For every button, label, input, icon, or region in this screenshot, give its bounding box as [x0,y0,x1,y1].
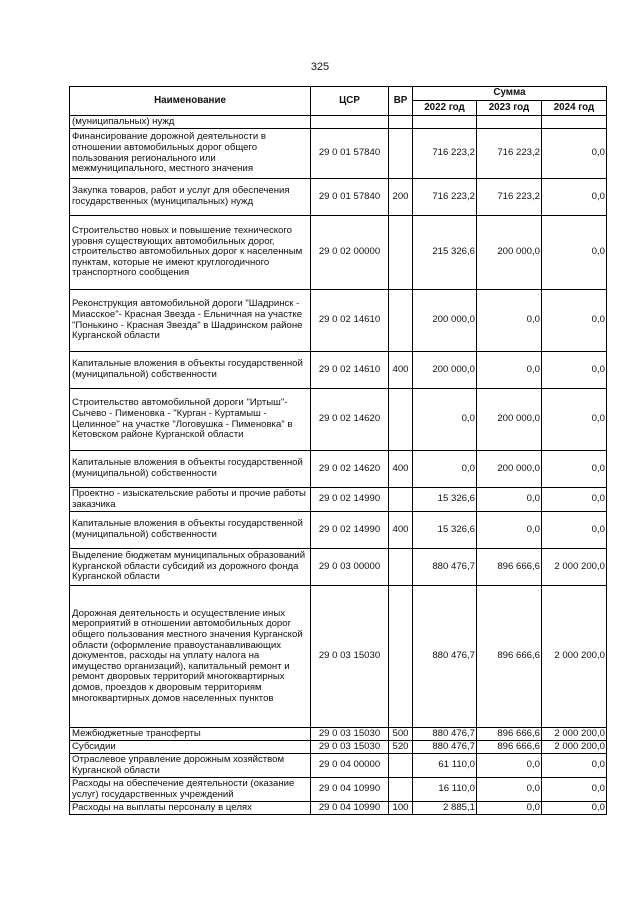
row-csr-cell: 29 0 03 15030 [311,741,389,754]
row-sum-2022-cell: 880 476,7 [413,549,477,586]
row-sum-2023-cell: 716 223,2 [477,129,542,179]
row-sum-2022-cell: 716 223,2 [413,129,477,179]
row-csr-cell: 29 0 04 00000 [311,754,389,778]
row-sum-2023-cell: 896 666,6 [477,549,542,586]
row-vr-cell [389,129,413,179]
row-vr-cell: 400 [389,352,413,389]
header-name: Наименование [70,87,311,116]
row-vr-cell: 200 [389,179,413,216]
row-sum-2024-cell: 0,0 [542,778,607,802]
row-sum-2024-cell: 0,0 [542,179,607,216]
row-csr-cell [311,116,389,129]
table-row [70,741,607,754]
row-sum-2022-cell: 2 885,1 [413,802,477,815]
table-row [70,512,607,549]
header-year-2023: 2023 год [477,101,542,116]
row-csr-cell: 29 0 02 14610 [311,352,389,389]
row-name-cell: Расходы на выплаты персоналу в целях [70,802,311,815]
row-sum-2022-cell: 880 476,7 [413,728,477,741]
table-row [70,754,607,778]
row-sum-2022-cell: 0,0 [413,451,477,488]
row-vr-cell [389,778,413,802]
row-sum-2022-cell: 15 326,6 [413,512,477,549]
row-sum-2024-cell: 0,0 [542,216,607,290]
row-name-cell: (муниципальных) нужд [70,116,311,129]
row-name-cell: Субсидии [70,741,311,754]
row-csr-cell: 29 0 02 14620 [311,389,389,451]
row-name-cell: Проектно - изыскательские работы и прочие работы заказчика [70,488,311,512]
row-sum-2022-cell: 215 326,6 [413,216,477,290]
row-sum-2024-cell: 0,0 [542,512,607,549]
row-sum-2023-cell [477,116,542,129]
table-row [70,290,607,352]
row-sum-2022-cell: 200 000,0 [413,352,477,389]
row-csr-cell: 29 0 04 10990 [311,802,389,815]
row-sum-2023-cell: 0,0 [477,290,542,352]
row-sum-2023-cell: 896 666,6 [477,586,542,728]
row-sum-2024-cell [542,116,607,129]
header-year-2024: 2024 год [542,101,607,116]
row-csr-cell: 29 0 03 15030 [311,586,389,728]
header-year-2022: 2022 год [413,101,477,116]
row-sum-2023-cell: 200 000,0 [477,389,542,451]
row-sum-2024-cell: 0,0 [542,802,607,815]
row-vr-cell [389,216,413,290]
table-row [70,586,607,728]
row-sum-2022-cell: 61 110,0 [413,754,477,778]
page-number: 325 [310,61,330,73]
table-row [70,179,607,216]
row-name-cell: Строительство автомобильной дороги "Иртыш"- Сычево - Пименовка - "Курган - Куртамыш - Целинное" на участке "Логовушка - Пименовка" в Кетовском районе Курганской области [70,389,311,451]
row-name-cell: Строительство новых и повышение технического уровня существующих автомобильных дорог, строительство автомобильных дорог к населенным пунктам, которые не имеют круглогодичного транспортного сообщения [70,216,311,290]
row-csr-cell: 29 0 01 57840 [311,129,389,179]
row-sum-2022-cell: 716 223,2 [413,179,477,216]
row-sum-2023-cell: 200 000,0 [477,216,542,290]
row-sum-2022-cell: 0,0 [413,389,477,451]
row-sum-2024-cell: 2 000 200,0 [542,741,607,754]
row-name-cell: Капитальные вложения в объекты государственной (муниципальной) собственности [70,352,311,389]
header-vr: ВР [389,87,413,116]
table-row [70,802,607,815]
row-csr-cell: 29 0 03 15030 [311,728,389,741]
row-csr-cell: 29 0 01 57840 [311,179,389,216]
row-sum-2022-cell: 880 476,7 [413,586,477,728]
row-sum-2024-cell: 2 000 200,0 [542,549,607,586]
row-sum-2023-cell: 896 666,6 [477,741,542,754]
row-sum-2024-cell: 0,0 [542,290,607,352]
row-vr-cell: 500 [389,728,413,741]
row-sum-2022-cell: 16 110,0 [413,778,477,802]
table-row [70,728,607,741]
table-row [70,389,607,451]
row-sum-2024-cell: 0,0 [542,451,607,488]
row-name-cell: Реконструкция автомобильной дороги "Шадринск - Миасское"- Красная Звезда - Ельничная на участке "Понькино - Красная Звезда" в Шадринском районе Курганской области [70,290,311,352]
row-sum-2023-cell: 0,0 [477,802,542,815]
row-sum-2022-cell: 200 000,0 [413,290,477,352]
row-sum-2023-cell: 0,0 [477,512,542,549]
row-sum-2023-cell: 0,0 [477,488,542,512]
row-csr-cell: 29 0 03 00000 [311,549,389,586]
row-sum-2023-cell: 0,0 [477,778,542,802]
table-row [70,549,607,586]
row-sum-2024-cell: 2 000 200,0 [542,728,607,741]
row-sum-2022-cell: 880 476,7 [413,741,477,754]
table-header-row [70,87,607,101]
row-vr-cell [389,754,413,778]
row-sum-2024-cell: 0,0 [542,488,607,512]
budget-table [69,86,607,815]
row-name-cell: Финансирование дорожной деятельности в отношении автомобильных дорог общего пользования регионального или межмуниципального, местного значения [70,129,311,179]
row-name-cell: Капитальные вложения в объекты государственной (муниципальной) собственности [70,512,311,549]
row-vr-cell: 400 [389,512,413,549]
row-sum-2024-cell: 0,0 [542,129,607,179]
row-name-cell: Капитальные вложения в объекты государственной (муниципальной) собственности [70,451,311,488]
row-vr-cell: 400 [389,451,413,488]
header-csr: ЦСР [311,87,389,116]
row-sum-2023-cell: 896 666,6 [477,728,542,741]
row-sum-2022-cell [413,116,477,129]
row-name-cell: Выделение бюджетам муниципальных образований Курганской области субсидий из дорожного фонда Курганской области [70,549,311,586]
row-sum-2024-cell: 0,0 [542,754,607,778]
table-row [70,488,607,512]
row-csr-cell: 29 0 02 14610 [311,290,389,352]
row-vr-cell: 520 [389,741,413,754]
row-name-cell: Межбюджетные трансферты [70,728,311,741]
row-vr-cell: 100 [389,802,413,815]
table-row [70,216,607,290]
table-row [70,778,607,802]
row-name-cell: Отраслевое управление дорожным хозяйством Курганской области [70,754,311,778]
row-sum-2023-cell: 716 223,2 [477,179,542,216]
row-csr-cell: 29 0 02 14990 [311,512,389,549]
row-sum-2024-cell: 2 000 200,0 [542,586,607,728]
row-vr-cell [389,549,413,586]
row-vr-cell [389,488,413,512]
table-row [70,451,607,488]
row-vr-cell [389,290,413,352]
row-sum-2022-cell: 15 326,6 [413,488,477,512]
row-sum-2023-cell: 0,0 [477,754,542,778]
row-csr-cell: 29 0 02 00000 [311,216,389,290]
table-body [70,116,607,815]
row-csr-cell: 29 0 04 10990 [311,778,389,802]
table-row [70,352,607,389]
row-csr-cell: 29 0 02 14620 [311,451,389,488]
row-sum-2023-cell: 200 000,0 [477,451,542,488]
row-sum-2023-cell: 0,0 [477,352,542,389]
row-name-cell: Расходы на обеспечение деятельности (оказание услуг) государственных учреждений [70,778,311,802]
row-vr-cell [389,116,413,129]
table-row [70,129,607,179]
row-name-cell: Дорожная деятельность и осуществление иных мероприятий в отношении автомобильных дорог общего пользования местного значения Курганской области (оформление правоустанавливающих документов, расходы на уплату налога на имущество организаций), капитальный ремонт и ремонт дворовых территорий многоквартирных домов, проездов к дворовым территориям многоквартирных домов населенных пунктов [70,586,311,728]
row-csr-cell: 29 0 02 14990 [311,488,389,512]
row-name-cell: Закупка товаров, работ и услуг для обеспечения государственных (муниципальных) нужд [70,179,311,216]
row-sum-2024-cell: 0,0 [542,389,607,451]
header-sum: Сумма [413,87,607,101]
row-vr-cell [389,389,413,451]
table-row [70,116,607,129]
row-sum-2024-cell: 0,0 [542,352,607,389]
row-vr-cell [389,586,413,728]
